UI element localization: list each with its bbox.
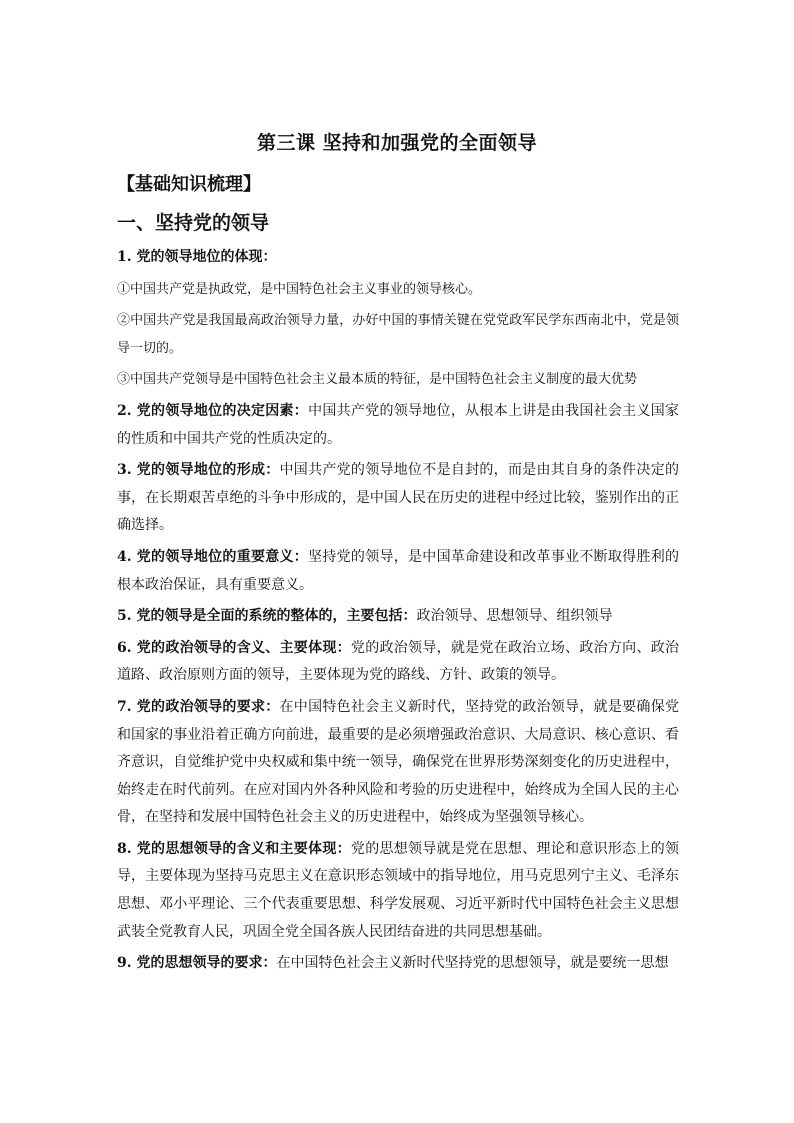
paragraph: [117, 694, 679, 832]
paragraph: [117, 398, 679, 453]
paragraph-text: ①中国共产党是执政党，是中国特色社会主义事业的领导核心。: [117, 281, 482, 297]
paragraph-heading: 5. 党的领导是全面的系统的整体的，主要包括：: [117, 608, 417, 625]
paragraph: [117, 276, 679, 304]
paragraph-text: ③中国共产党领导是中国特色社会主义最本质的特征，是中国特色社会主义制度的最大优势: [117, 372, 638, 388]
paragraph-heading: 2. 党的领导地位的决定因素：: [117, 402, 309, 419]
paragraph-text: ②中国共产党是我国最高政治领导力量，办好中国的事情关键在党党政军民学东西南北中，党是领导一切的。: [117, 313, 679, 356]
section-label: 【基础知识梳理】: [117, 174, 261, 195]
paragraph-heading: 3. 党的领导地位的形成：: [117, 462, 280, 479]
paragraph-text: 在中国特色社会主义新时代，坚持党的政治领导，就是要确保党和国家的事业沿着正确方向前进，最重要的是必须增强政治意识、大局意识、核心意识、看齐意识，自觉维护党中央权威和集中统一领导，确保党在世界形势深刻变化的历史进程中，始终走在时代前列。在应对国内外各种风险和考验的历史进程中，始终成为全国人民的主心骨，在坚持和发展中国特色社会主义的历史进程中，始终成为坚强领导核心。: [117, 698, 679, 826]
heading-1: 一、坚持党的领导: [117, 212, 270, 234]
paragraph: [117, 603, 679, 631]
paragraph-heading: 8. 党的思想领导的含义和主要体现：: [117, 840, 351, 857]
paragraph-text: 党的思想领导就是党在思想、理论和意识形态上的领导，主要体现为坚持马克思主义在意识形态领域中的指导地位，用马克思列宁主义、毛泽东思想、邓小平理论、三个代表重要思想、科学发展观、习近平新时代中国特色社会主义思想武装全党教育人民，巩固全党全国各族人民团结奋进的共同思想基础。: [117, 840, 679, 940]
paragraph-text: 中国共产党的领导地位，从根本上讲是由我国社会主义国家的性质和中国共产党的性质决定的。: [117, 402, 680, 447]
paragraph-heading: 7. 党的政治领导的要求：: [117, 698, 280, 715]
document-body: [117, 244, 679, 982]
paragraph-text: 在中国特色社会主义新时代坚持党的思想领导，就是要统一思想: [276, 955, 669, 972]
paragraph-heading: 4. 党的领导地位的重要意义：: [117, 548, 309, 565]
paragraph: [117, 635, 679, 690]
paragraph: [117, 244, 679, 272]
lesson-title: 第三课 坚持和加强党的全面领导: [256, 132, 538, 154]
paragraph: [117, 544, 679, 599]
paragraph-heading: 6. 党的政治领导的含义、主要体现：: [117, 639, 351, 656]
paragraph: [117, 836, 679, 946]
paragraph-text: 政治领导、思想领导、组织领导: [416, 608, 613, 625]
paragraph-text: 坚持党的领导，是中国革命建设和改革事业不断取得胜利的根本政治保证，具有重要意义。: [117, 548, 680, 593]
paragraph-text: 中国共产党的领导地位不是自封的，而是由其自身的条件决定的事，在长期艰苦卓绝的斗争中形成的，是中国人民在历史的进程中经过比较，鉴别作出的正确选择。: [117, 462, 679, 534]
paragraph: [117, 366, 679, 394]
paragraph-heading: 1. 党的领导地位的体现：: [117, 249, 277, 265]
paragraph-text: 党的政治领导，就是党在政治立场、政治方向、政治道路、政治原则方面的领导，主要体现为党的路线、方针、政策的领导。: [117, 639, 679, 684]
paragraph: [117, 457, 679, 540]
paragraph: [117, 307, 679, 362]
paragraph: [117, 950, 679, 978]
paragraph-heading: 9. 党的思想领导的要求：: [117, 955, 277, 972]
